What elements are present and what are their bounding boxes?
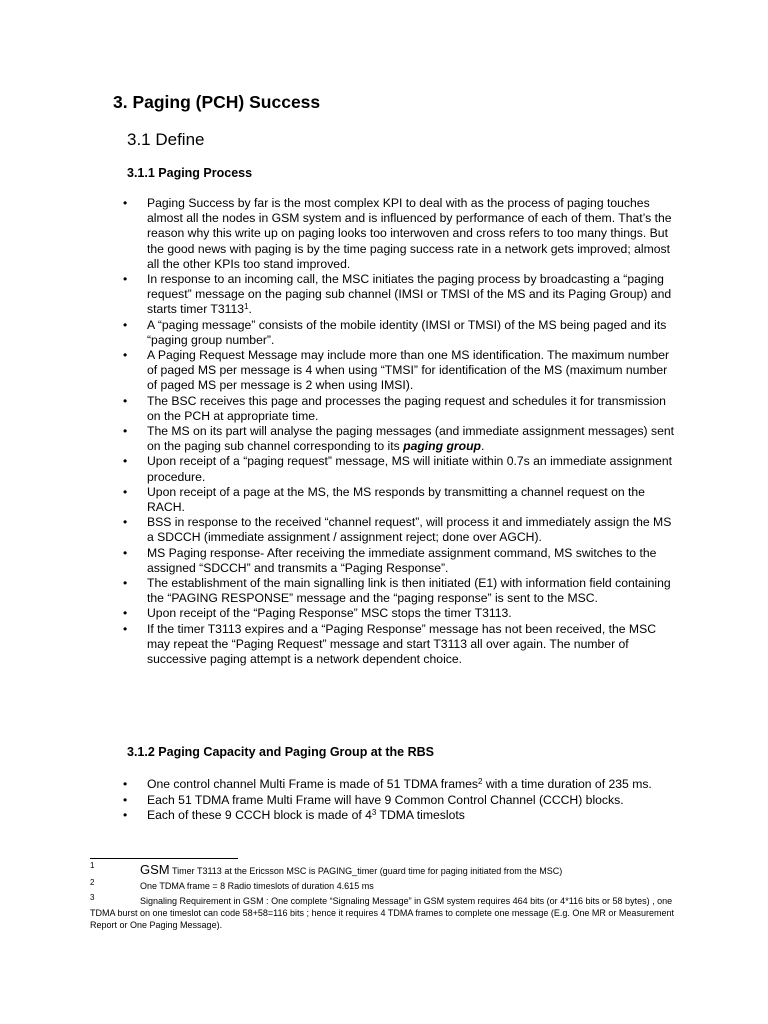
- list-item: • Upon receipt of a page at the MS, the MS responds by transmitting a channel request on the RACH.: [147, 485, 677, 515]
- list-item: • Upon receipt of the “Paging Response” MSC stops the timer T3113.: [147, 606, 677, 621]
- subsection-heading: 3.1 Define: [127, 130, 205, 149]
- list-item: • If the timer T3113 expires and a “Paging Response” message has not been received, the MSC may repeat the “Paging Request” message and start T3113 all over again. The number of successive paging attempt is a network dependent choice.: [147, 622, 677, 668]
- footnote-divider: [90, 858, 238, 859]
- list-item: • Upon receipt of a “paging request” message, MS will initiate within 0.7s an immediate assignment procedure.: [147, 454, 677, 484]
- footnote-2: One TDMA frame = 8 Radio timeslots of duration 4.615 ms: [140, 881, 374, 891]
- footnote-ref: 2: [478, 777, 483, 786]
- footnote-marker: 3: [90, 893, 95, 902]
- list-item: • The MS on its part will analyse the paging messages (and immediate assignment messages) sent on the paging sub channel corresponding to its paging group.: [147, 424, 677, 454]
- list-item: • Paging Success by far is the most complex KPI to deal with as the process of paging touches almost all the nodes in GSM system and is influenced by performance of each of them. That’s the reason why this write up on paging looks too interwoven and cross refers to too many things. But the good news with paging is by the time paging success rate in a network gets improved; almost all the other KPIs too stand improved.: [147, 196, 677, 272]
- footnote-marker: 1: [90, 861, 95, 870]
- paging-capacity-heading: 3.1.2 Paging Capacity and Paging Group at the RBS: [127, 745, 435, 759]
- section-heading: 3. Paging (PCH) Success: [113, 92, 321, 112]
- emphasized-term: paging group: [403, 439, 481, 454]
- list-item: • BSS in response to the received “channel request”, will process it and immediately assign the MS a SDCCH (immediate assignment / assignment reject; done over AGCH).: [147, 515, 677, 545]
- list-item: • One control channel Multi Frame is made of 51 TDMA frames$^2$ with a time duration of 235 ms.: [147, 777, 677, 792]
- list-item: • The establishment of the main signalling link is then initiated (E1) with information field containing the “PAGING RESPONSE” message and the “paging response” is sent to the MSC.: [147, 576, 677, 606]
- paging-capacity-list: [147, 777, 677, 824]
- footnote-3: Signaling Requirement in GSM : One complete “Signaling Message” in GSM system requires 464 bits (or 4*116 bits or 58 bytes) , one TDMA burst on one timeslot can code 58+58=116 bits ; hence it requires 4 TDMA frames to complete one message (E.g. One MR or Measurement Report or One Paging Message).: [90, 896, 674, 930]
- list-item: • Each 51 TDMA frame Multi Frame will have 9 Common Control Channel (CCCH) blocks.: [147, 793, 677, 808]
- footnote-ref: 1: [244, 302, 249, 312]
- footnote-1: GSM Timer T3113 at the Ericsson MSC is PAGING_timer (guard time for paging initiated from the MSC): [140, 862, 563, 877]
- list-item: • The BSC receives this page and processes the paging request and schedules it for transmission on the PCH at appropriate time.: [147, 394, 677, 424]
- paging-process-list: [147, 196, 677, 667]
- list-item: • Each of these 9 CCCH block is made of $4^3$ TDMA timeslots: [147, 808, 677, 823]
- list-item: • A “paging message” consists of the mobile identity (IMSI or TMSI) of the MS being paged and its “paging group number”.: [147, 318, 677, 348]
- list-item: • MS Paging response- After receiving the immediate assignment command, MS switches to the assigned “SDCCH” and transmits a “Paging Response”.: [147, 546, 677, 576]
- paging-process-heading: 3.1.1 Paging Process: [127, 166, 253, 180]
- footnote-marker: 2: [90, 878, 95, 887]
- list-item: • In response to an incoming call, the MSC initiates the paging process by broadcasting a “paging request” message on the paging sub channel (IMSI or TMSI of the MS and its Paging Group) and starts timer T3113$^1$.: [147, 272, 677, 318]
- list-item: • A Paging Request Message may include more than one MS identification. The maximum number of paged MS per message is 4 when using “TMSI” for identification of the MS (maximum number of paged MS per message is 2 when using IMSI).: [147, 348, 677, 394]
- footnote-ref: 3: [371, 808, 377, 818]
